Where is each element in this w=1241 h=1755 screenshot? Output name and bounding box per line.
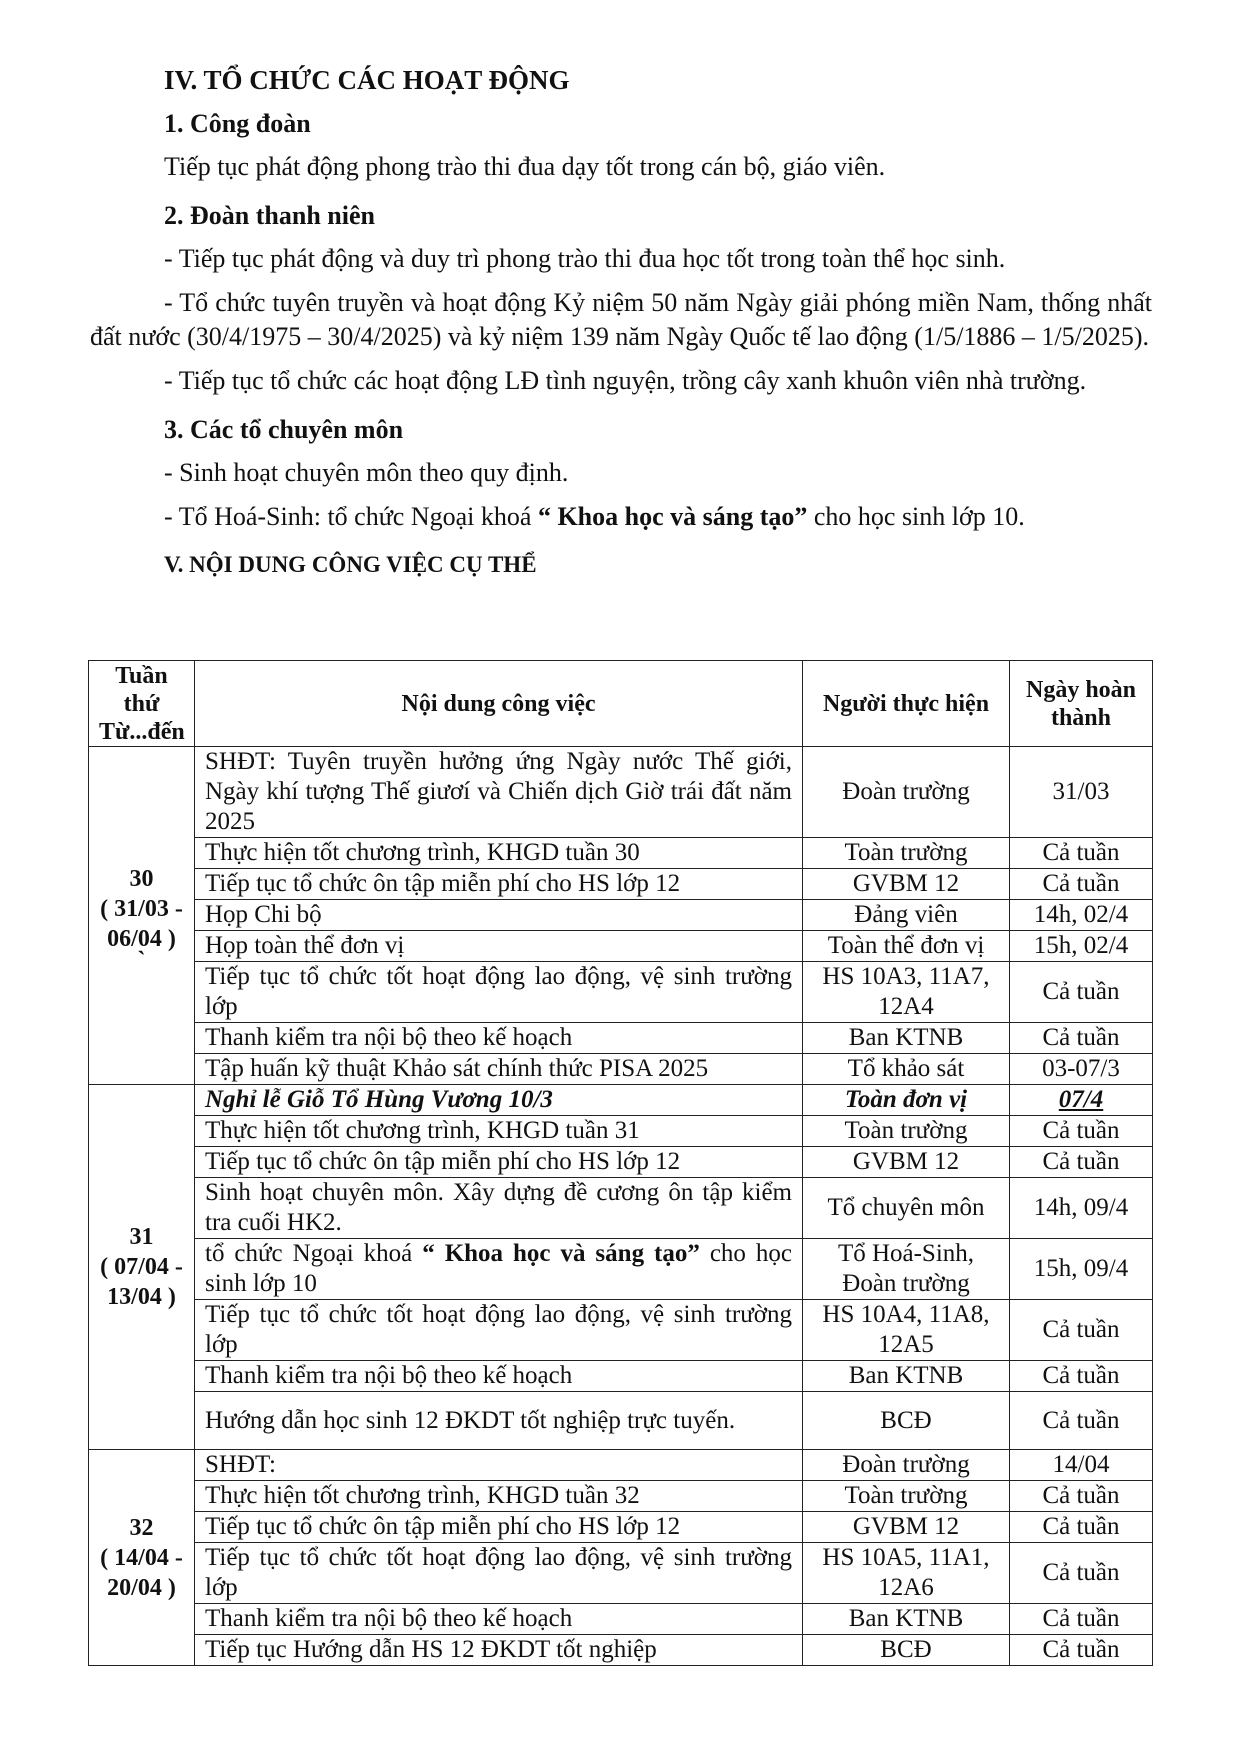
who-cell: Toàn đơn vị bbox=[803, 1085, 1010, 1116]
task-cell: Tiếp tục tổ chức tốt hoạt động lao động, vệ sinh trường lớp bbox=[195, 962, 803, 1023]
document-body bbox=[90, 58, 1152, 586]
table-row bbox=[89, 1085, 1153, 1116]
date-cell: Cả tuần bbox=[1010, 1147, 1153, 1178]
who-cell: Đoàn trường bbox=[803, 747, 1010, 838]
task-cell: Thanh kiểm tra nội bộ theo kế hoạch bbox=[195, 1023, 803, 1054]
header-who: Người thực hiện bbox=[803, 661, 1010, 747]
task-cell: Thực hiện tốt chương trình, KHGD tuần 30 bbox=[195, 838, 803, 869]
task-cell: SHĐT: bbox=[195, 1450, 803, 1481]
table-row bbox=[89, 1116, 1153, 1147]
date-cell: Cả tuần bbox=[1010, 1116, 1153, 1147]
task-cell: Họp toàn thể đơn vị bbox=[195, 931, 803, 962]
subheading-cong-doan: 1. Công đoàn bbox=[164, 109, 311, 138]
to-chuyen-mon-paragraph-1: - Sinh hoạt chuyên môn theo quy định. bbox=[164, 458, 569, 487]
date-cell: Cả tuần bbox=[1010, 1023, 1153, 1054]
task-cell: Hướng dẫn học sinh 12 ĐKDT tốt nghiệp trực tuyến. bbox=[195, 1392, 803, 1450]
task-cell: Tiếp tục tổ chức ôn tập miễn phí cho HS lớp 12 bbox=[195, 1147, 803, 1178]
table-row bbox=[89, 962, 1153, 1023]
who-cell: Đảng viên bbox=[803, 900, 1010, 931]
date-cell: Cả tuần bbox=[1010, 1392, 1153, 1450]
table-row bbox=[89, 1023, 1153, 1054]
date-cell: 07/4 bbox=[1010, 1085, 1153, 1116]
task-cell: Tiếp tục Hướng dẫn HS 12 ĐKDT tốt nghiệp bbox=[195, 1635, 803, 1666]
who-cell: Toàn trường bbox=[803, 1481, 1010, 1512]
table-row bbox=[89, 1239, 1153, 1300]
cong-doan-text: Tiếp tục phát động phong trào thi đua dạy tốt trong cán bộ, giáo viên. bbox=[164, 152, 886, 181]
table-row bbox=[89, 1481, 1153, 1512]
task-fragment: tổ chức Ngoại khoá bbox=[205, 1240, 423, 1267]
section-heading-v: V. NỘI DUNG CÔNG VIỆC CỤ THỂ bbox=[164, 552, 537, 577]
week-range: ( 14/04 - 20/04 ) bbox=[100, 1544, 183, 1601]
who-cell: Toàn trường bbox=[803, 838, 1010, 869]
date-cell: Cả tuần bbox=[1010, 838, 1153, 869]
table-row bbox=[89, 1361, 1153, 1392]
date-cell: Cả tuần bbox=[1010, 1604, 1153, 1635]
who-cell: HS 10A4, 11A8, 12A5 bbox=[803, 1300, 1010, 1361]
who-cell: BCĐ bbox=[803, 1635, 1010, 1666]
table-row bbox=[89, 1300, 1153, 1361]
to-chuyen-mon-paragraph-2 bbox=[90, 500, 1152, 534]
doan-paragraph-1: - Tiếp tục phát động và duy trì phong trào thi đua học tốt trong toàn thể học sinh. bbox=[164, 244, 1006, 273]
who-cell: Toàn trường bbox=[803, 1116, 1010, 1147]
date-cell: 15h, 02/4 bbox=[1010, 931, 1153, 962]
task-cell: SHĐT: Tuyên truyền hưởng ứng Ngày nước Thế giới, Ngày khí tượng Thế giươí và Chiến dịch Giờ trái đất năm 2025 bbox=[195, 747, 803, 838]
date-cell: 14h, 02/4 bbox=[1010, 900, 1153, 931]
date-cell: Cả tuần bbox=[1010, 1361, 1153, 1392]
table-row bbox=[89, 838, 1153, 869]
date-cell: 14h, 09/4 bbox=[1010, 1178, 1153, 1239]
task-cell: Thực hiện tốt chương trình, KHGD tuần 32 bbox=[195, 1481, 803, 1512]
who-cell: Ban KTNB bbox=[803, 1604, 1010, 1635]
week-cell bbox=[89, 747, 195, 1085]
task-cell: Nghỉ lễ Giỗ Tổ Hùng Vương 10/3 bbox=[195, 1085, 803, 1116]
subheading-doan-thanh-nien: 2. Đoàn thanh niên bbox=[164, 201, 375, 230]
week-number: 30 bbox=[129, 865, 154, 892]
doan-paragraph-2: - Tổ chức tuyên truyền và hoạt động Kỷ niệm 50 năm Ngày giải phóng miền Nam, thống nhất đất nước (30/4/1975 – 30/4/2025) và kỷ niệm 139 năm Ngày Quốc tế lao động (1/5/1886 – 1/5/2025). bbox=[90, 288, 1152, 351]
task-cell: Tập huấn kỹ thuật Khảo sát chính thức PISA 2025 bbox=[195, 1054, 803, 1085]
task-cell: Tiếp tục tổ chức ôn tập miễn phí cho HS lớp 12 bbox=[195, 1512, 803, 1543]
table-row bbox=[89, 1147, 1153, 1178]
task-cell: Tiếp tục tổ chức tốt hoạt động lao động, vệ sinh trường lớp bbox=[195, 1300, 803, 1361]
date-cell: Cả tuần bbox=[1010, 1635, 1153, 1666]
who-cell: Tổ khảo sát bbox=[803, 1054, 1010, 1085]
week-cell bbox=[89, 1085, 195, 1450]
date-cell: Cả tuần bbox=[1010, 1543, 1153, 1604]
table-row bbox=[89, 1178, 1153, 1239]
date-cell: 15h, 09/4 bbox=[1010, 1239, 1153, 1300]
task-cell: Thực hiện tốt chương trình, KHGD tuần 31 bbox=[195, 1116, 803, 1147]
who-cell: GVBM 12 bbox=[803, 1512, 1010, 1543]
who-cell: Đoàn trường bbox=[803, 1450, 1010, 1481]
table-row bbox=[89, 931, 1153, 962]
task-cell: Sinh hoạt chuyên môn. Xây dựng đề cương ôn tập kiểm tra cuối HK2. bbox=[195, 1178, 803, 1239]
date-cell: Cả tuần bbox=[1010, 962, 1153, 1023]
week-mark: ` bbox=[137, 947, 146, 974]
task-fragment: “ Khoa học và sáng tạo” bbox=[422, 1240, 700, 1267]
text-fragment-bold: “ Khoa học và sáng tạo” bbox=[537, 502, 808, 531]
table-row bbox=[89, 1604, 1153, 1635]
table-row bbox=[89, 1450, 1153, 1481]
date-cell: 31/03 bbox=[1010, 747, 1153, 838]
who-cell: HS 10A3, 11A7, 12A4 bbox=[803, 962, 1010, 1023]
task-cell: Thanh kiểm tra nội bộ theo kế hoạch bbox=[195, 1361, 803, 1392]
table-row bbox=[89, 869, 1153, 900]
who-cell: Ban KTNB bbox=[803, 1023, 1010, 1054]
table-row bbox=[89, 900, 1153, 931]
header-date: Ngày hoàn thành bbox=[1010, 661, 1153, 747]
table-row bbox=[89, 1392, 1153, 1450]
text-fragment: cho học sinh lớp 10. bbox=[807, 502, 1025, 531]
date-cell: Cả tuần bbox=[1010, 1300, 1153, 1361]
task-cell: Tiếp tục tổ chức tốt hoạt động lao động, vệ sinh trường lớp bbox=[195, 1543, 803, 1604]
table-row bbox=[89, 747, 1153, 838]
date-cell: 03-07/3 bbox=[1010, 1054, 1153, 1085]
task-cell: Thanh kiểm tra nội bộ theo kế hoạch bbox=[195, 1604, 803, 1635]
header-week: Tuần thứ Từ...đến bbox=[89, 661, 195, 747]
date-cell: Cả tuần bbox=[1010, 1512, 1153, 1543]
date-cell: Cả tuần bbox=[1010, 1481, 1153, 1512]
week-range: ( 07/04 - 13/04 ) bbox=[100, 1254, 183, 1310]
task-cell bbox=[195, 1239, 803, 1300]
who-cell: Toàn thể đơn vị bbox=[803, 931, 1010, 962]
task-cell: Tiếp tục tổ chức ôn tập miễn phí cho HS lớp 12 bbox=[195, 869, 803, 900]
date-cell: Cả tuần bbox=[1010, 869, 1153, 900]
header-task: Nội dung công việc bbox=[195, 661, 803, 747]
task-fragment: cho học sinh lớp 10 bbox=[205, 1240, 792, 1297]
work-schedule-table bbox=[88, 660, 1153, 1666]
section-heading-iv: IV. TỔ CHỨC CÁC HOẠT ĐỘNG bbox=[164, 65, 570, 95]
who-cell: Tổ Hoá-Sinh, Đoàn trường bbox=[803, 1239, 1010, 1300]
subheading-to-chuyen-mon: 3. Các tổ chuyên môn bbox=[164, 415, 404, 444]
who-cell: Tổ chuyên môn bbox=[803, 1178, 1010, 1239]
week-number: 32 bbox=[129, 1514, 154, 1541]
doan-paragraph-3: - Tiếp tục tổ chức các hoạt động LĐ tình nguyện, trồng cây xanh khuôn viên nhà trường. bbox=[164, 366, 1087, 395]
table-row bbox=[89, 1054, 1153, 1085]
text-fragment: - Tổ Hoá-Sinh: tổ chức Ngoại khoá bbox=[164, 502, 538, 531]
table-row bbox=[89, 1635, 1153, 1666]
who-cell: HS 10A5, 11A1, 12A6 bbox=[803, 1543, 1010, 1604]
table-row bbox=[89, 1543, 1153, 1604]
who-cell: GVBM 12 bbox=[803, 1147, 1010, 1178]
date-cell: 14/04 bbox=[1010, 1450, 1153, 1481]
table-row bbox=[89, 1512, 1153, 1543]
week-cell bbox=[89, 1450, 195, 1666]
who-cell: BCĐ bbox=[803, 1392, 1010, 1450]
week-number: 31 bbox=[129, 1224, 154, 1250]
task-cell: Họp Chi bộ bbox=[195, 900, 803, 931]
who-cell: Ban KTNB bbox=[803, 1361, 1010, 1392]
week-range: ( 31/03 - 06/04 ) bbox=[100, 895, 183, 952]
who-cell: GVBM 12 bbox=[803, 869, 1010, 900]
